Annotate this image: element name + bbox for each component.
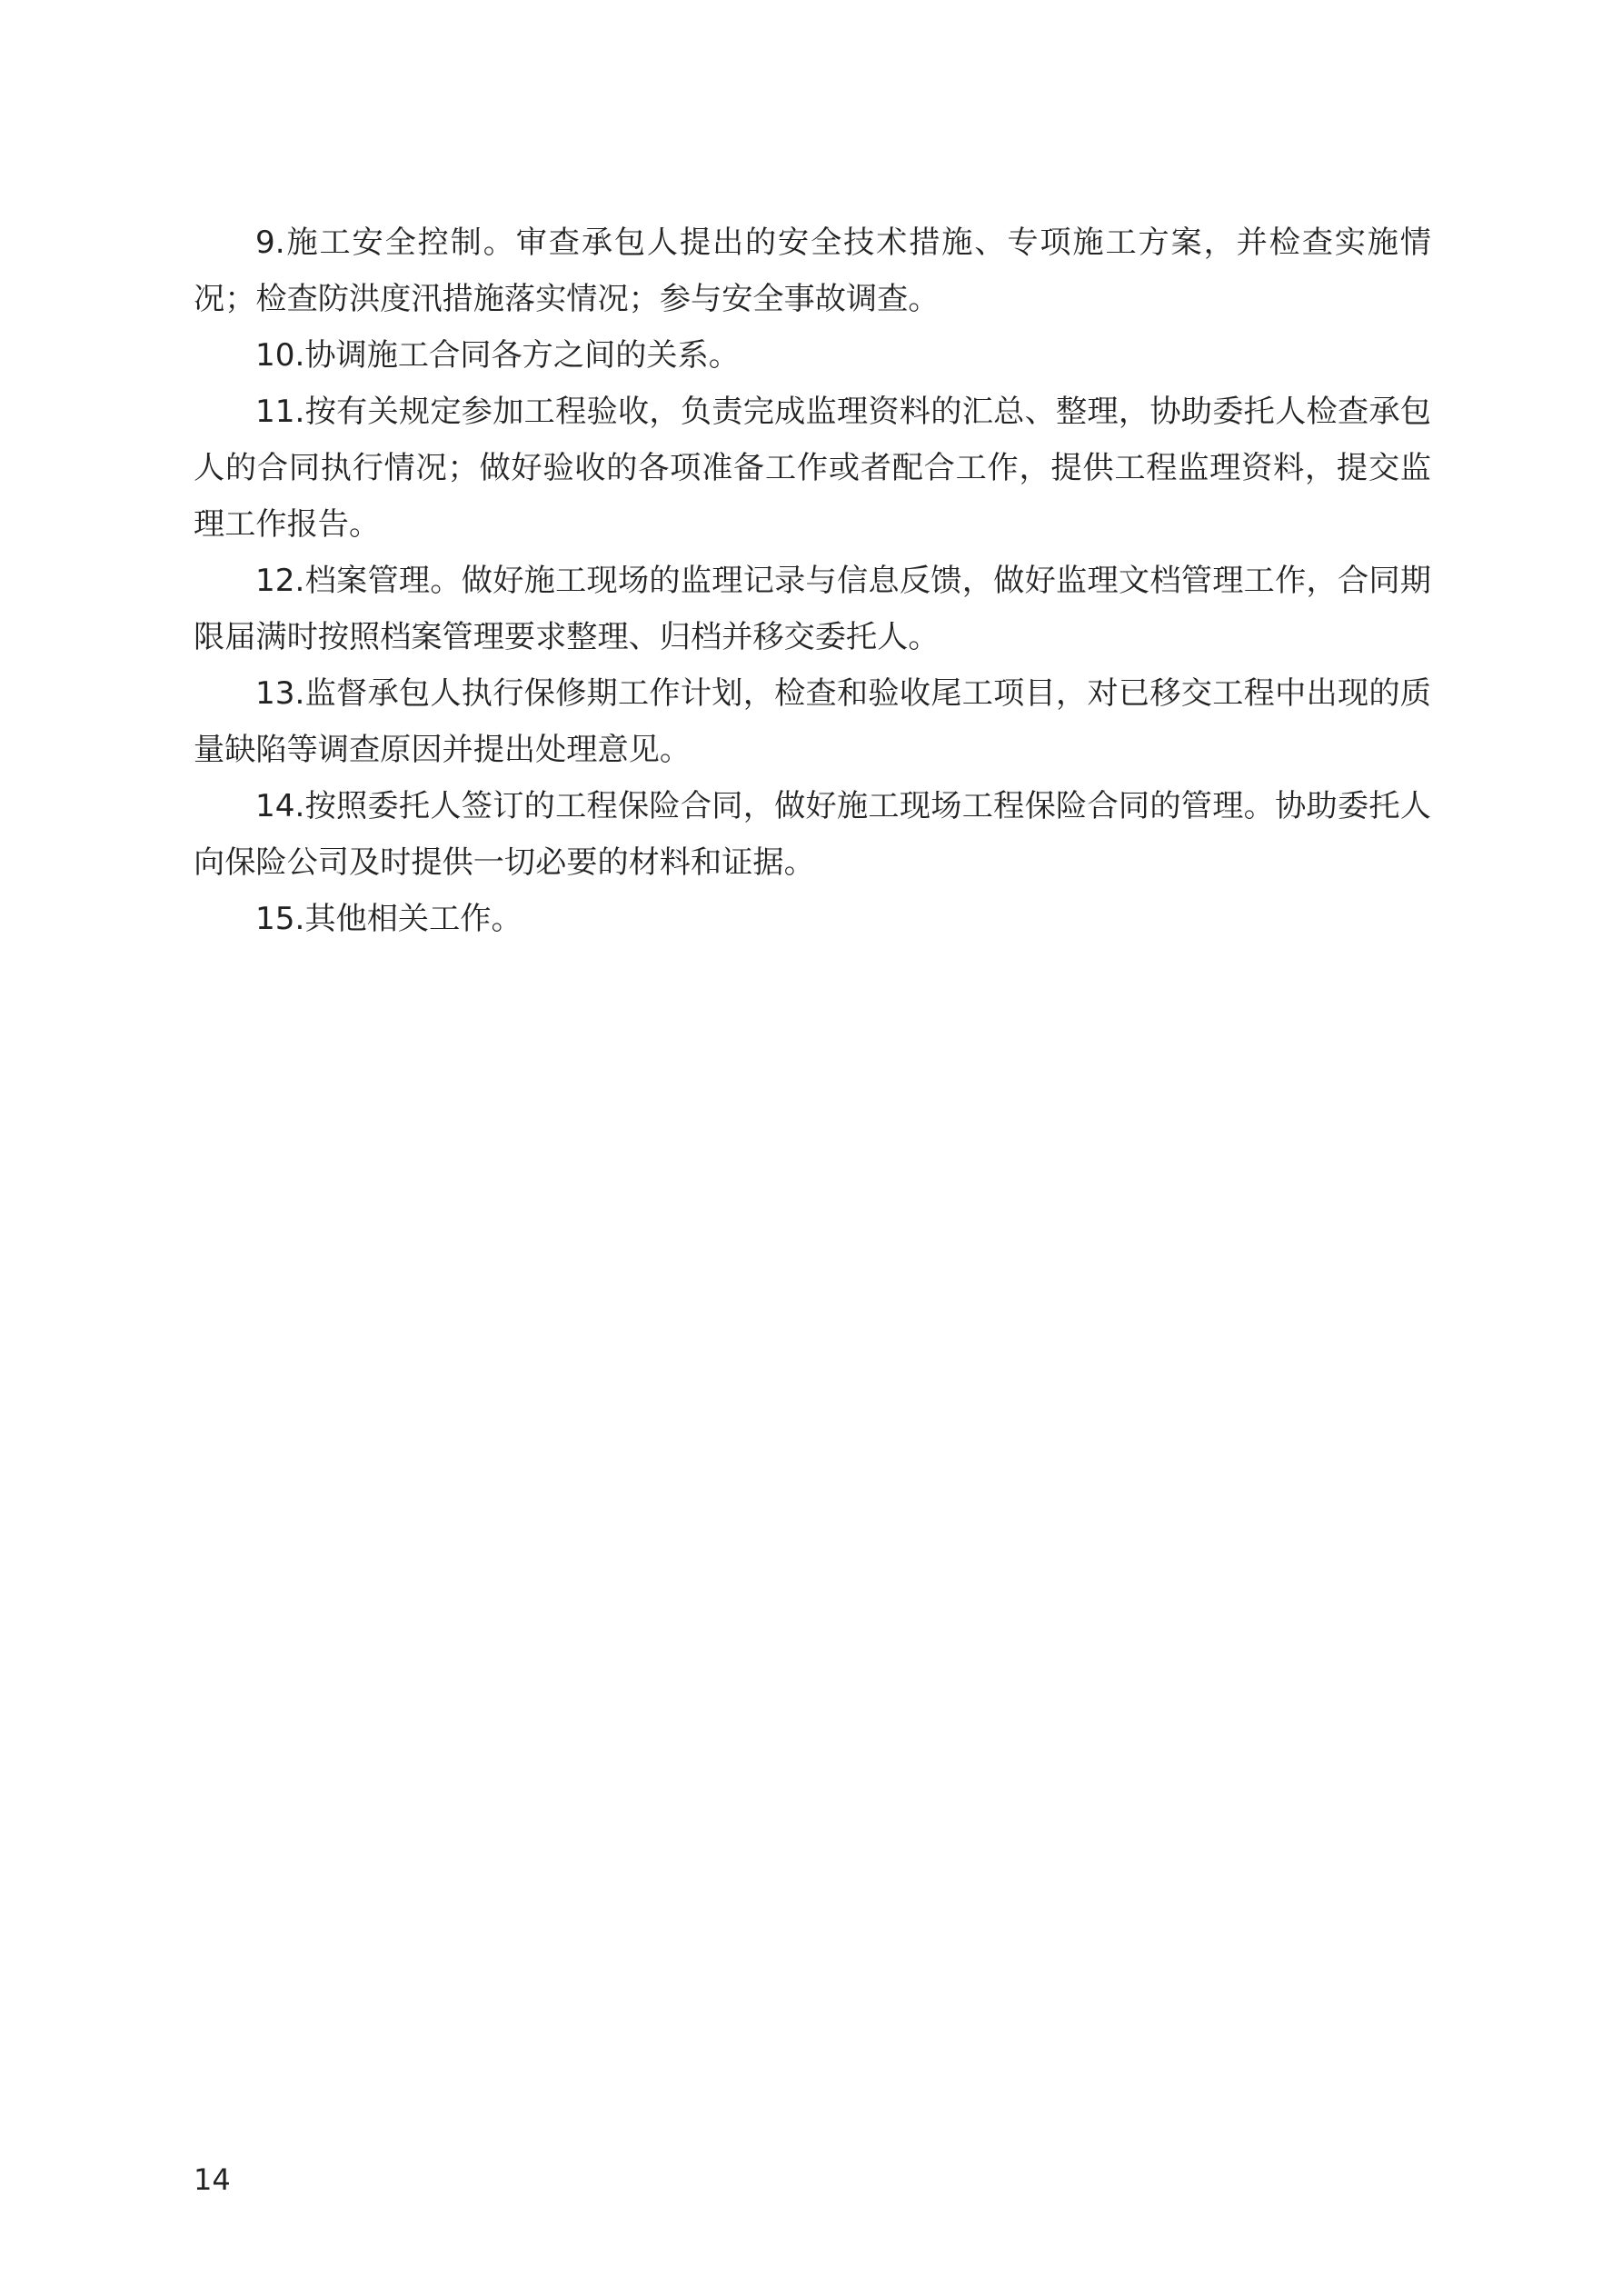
paragraph-item-10: 10.协调施工合同各方之间的关系。 — [255, 337, 740, 374]
paragraph-item-12: 12.档案管理。做好施工现场的监理记录与信息反馈，做好监理文档管理工作，合同期限届满时按照档案管理要求整理、归档并移交委托人。 — [194, 563, 1431, 655]
paragraph-item-9: 9.施工安全控制。审查承包人提出的安全技术措施、专项施工方案，并检查实施情况；检查防洪度汛措施落实情况；参与安全事故调查。 — [194, 225, 1431, 317]
paragraph-item-13: 13.监督承包人执行保修期工作计划，检查和验收尾工项目，对已移交工程中出现的质量缺陷等调查原因并提出处理意见。 — [194, 675, 1431, 768]
paragraph-item-14: 14.按照委托人签订的工程保险合同，做好施工现场工程保险合同的管理。协助委托人向保险公司及时提供一切必要的材料和证据。 — [194, 788, 1431, 881]
paragraph-item-15: 15.其他相关工作。 — [255, 901, 522, 937]
paragraph-item-11: 11.按有关规定参加工程验收，负责完成监理资料的汇总、整理，协助委托人检查承包人的合同执行情况；做好验收的各项准备工作或者配合工作，提供工程监理资料，提交监理工作报告。 — [194, 394, 1431, 543]
page-number: 14 — [194, 2162, 231, 2197]
page-body — [194, 215, 1431, 947]
